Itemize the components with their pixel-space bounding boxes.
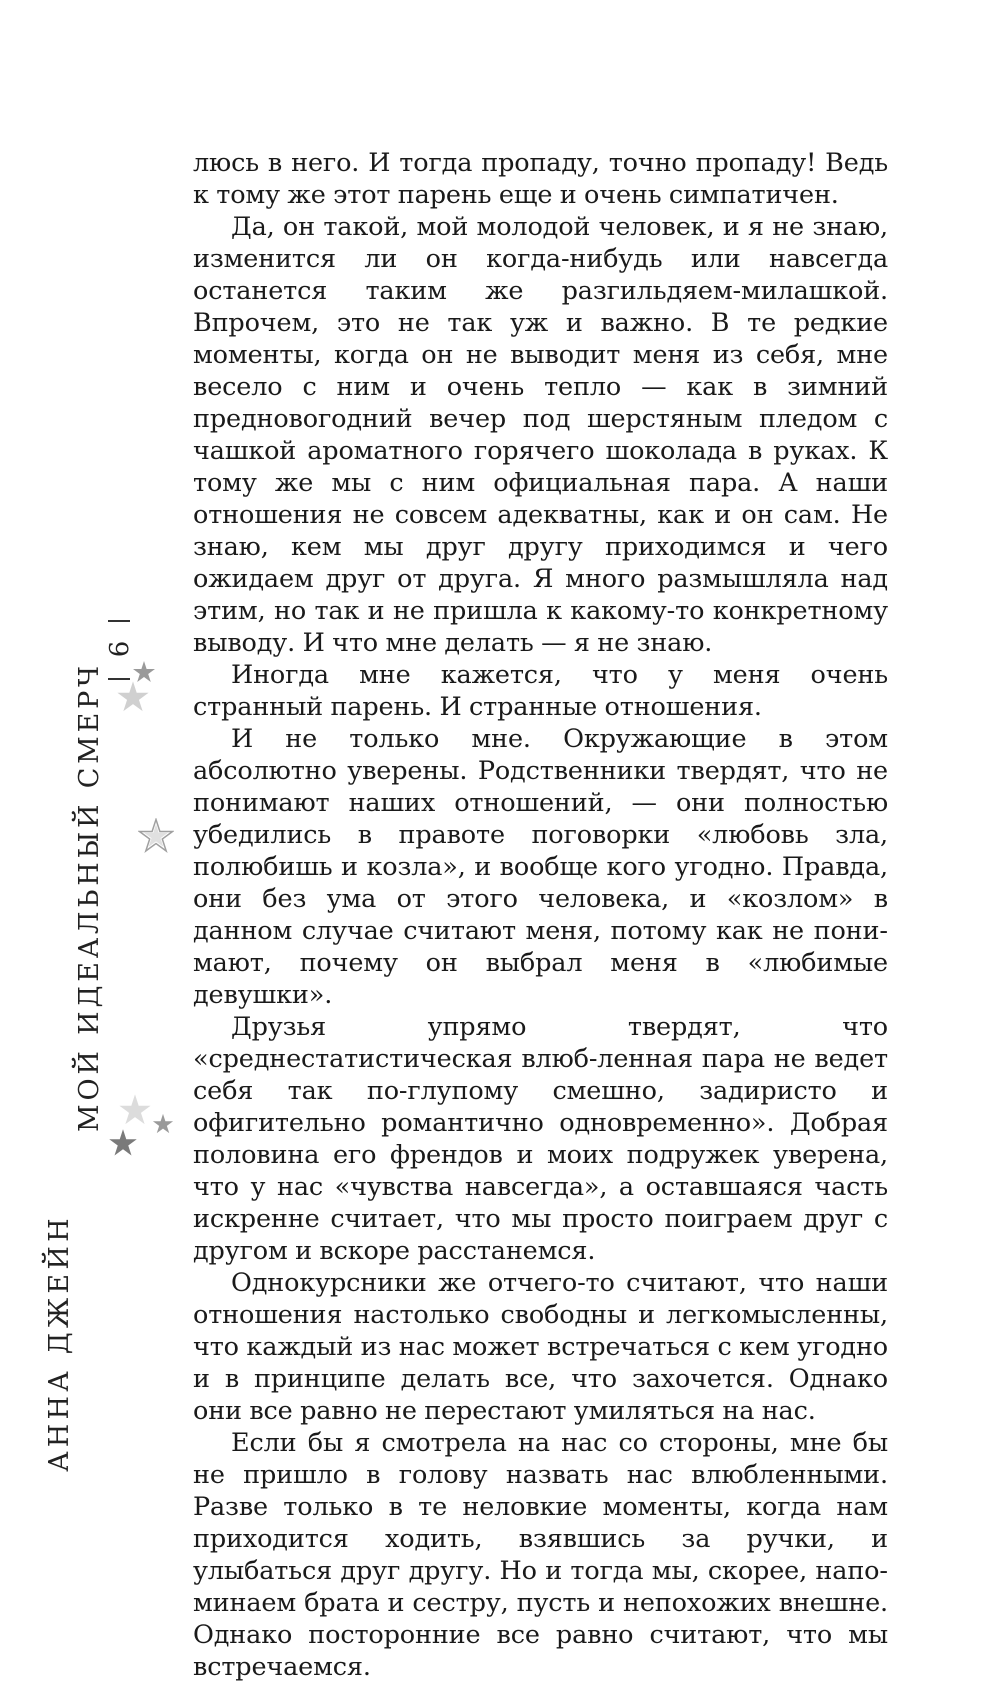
running-header-book-title: МОЙ ИДЕАЛЬНЫЙ СМЕРЧ: [74, 662, 105, 1132]
page-number-rule-top: [108, 620, 130, 622]
paragraph: Если бы я смотрела на нас со стороны, мне бы не пришло в голову назвать нас влюбленными. Разве только в те неловкие моменты, когда нам приходится ходить, взявшись за ручки, и улыбаться друг другу. Но и тогда мы, скорее, напоминаем брата и сестру, пусть и непохожих внешне. Однако посторонние все равно считают, что мы встречаемся.: [193, 1428, 888, 1682]
paragraph: Однокурсники же отчего-то считают, что наши отношения настолько свободны и легкомысленны, что каждый из нас может встречаться с кем угодно и в принципе делать все, что захочется. Однако они все равно не перестают умиляться на нас.: [193, 1268, 888, 1426]
star-icon: [108, 1128, 138, 1158]
page-number: 6: [105, 640, 135, 658]
paragraph: Иногда мне кажется, что у меня очень странный парень. И странные отношения.: [193, 660, 888, 722]
paragraph: люсь в него. И тогда пропаду, точно пропаду! Ведь к тому же этот парень еще и очень симпатичен.: [193, 148, 888, 210]
star-icon: [152, 1113, 174, 1135]
star-icon: [118, 1093, 152, 1127]
paragraph: И не только мне. Окружающие в этом абсолютно уверены. Родственники твердят, что не понимают наших отношений, — они полностью убедились в правоте поговорки «любовь зла, полюбишь и козла», и вообще кого угодно. Правда, они без ума от этого человека, и «козлом» в данном случае считают меня, потому как не понимают, почему он выбрал меня в «любимые девушки».: [193, 724, 888, 1010]
star-icon: [116, 680, 150, 714]
paragraph: Друзья упрямо твердят, что «среднестатистическая влюб-ленная пара не ведет себя так по-глупому смешно, задиристо и офигительно романтично одновременно». Добрая половина его френдов и моих подружек уверена, что у нас «чувства навсегда», а оставшаяся часть искренне считает, что мы просто поиграем друг с другом и вскоре расстанемся.: [193, 1012, 888, 1266]
running-header-author: АННА ДЖЕЙН: [44, 1214, 75, 1472]
body-text: [193, 147, 888, 1683]
star-icon: [138, 818, 174, 854]
paragraph: Да, он такой, мой молодой человек, и я не знаю, изменится ли он когда-нибудь или навсегда останется таким же разгильдяем-милашкой. Впрочем, это не так уж и важно. В те редкие моменты, когда он не выводит меня из себя, мне весело с ним и очень тепло — как в зимний предновогодний вечер под шерстяным пледом с чашкой ароматного горячего шоколада в руках. К тому же мы с ним официальная пара. А наши отношения не совсем адекватны, как и он сам. Не знаю, кем мы друг другу приходимся и чего ожидаем друг от друга. Я много размышляла над этим, но так и не пришла к какому-то конкретному выводу. И что мне делать — я не знаю.: [193, 212, 888, 658]
